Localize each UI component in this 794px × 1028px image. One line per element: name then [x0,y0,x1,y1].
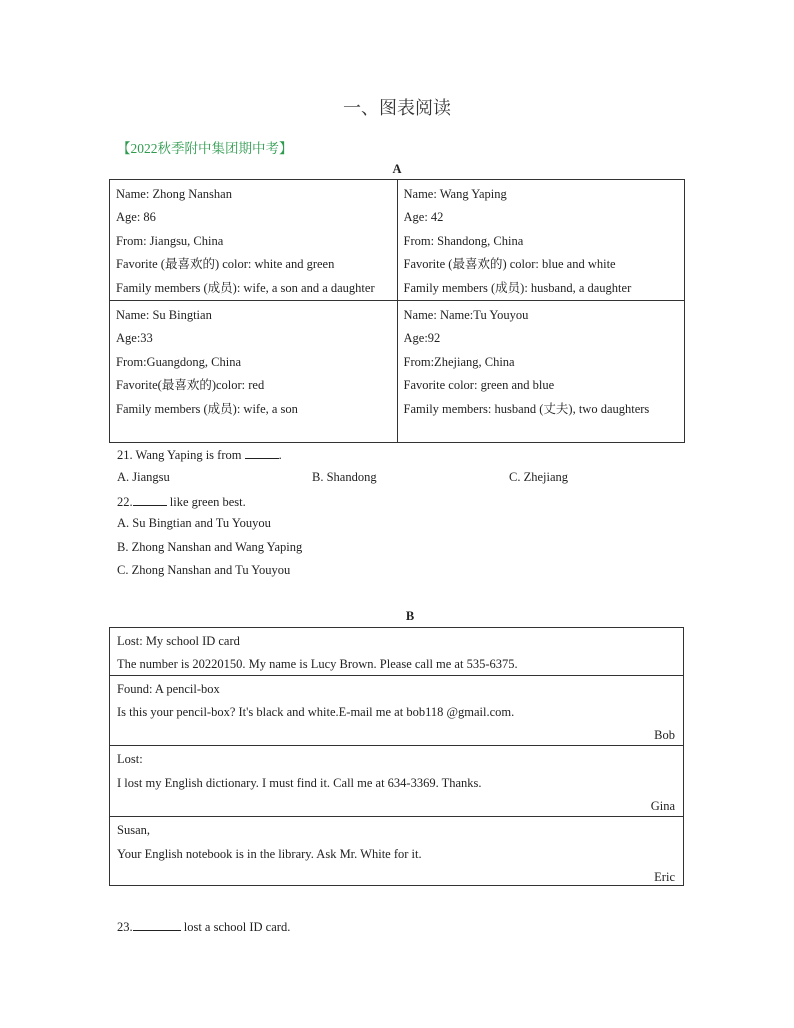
question-23 [117,918,290,935]
option-21-a[interactable]: A. Jiangsu [117,470,170,484]
info-cell-wang-yaping [397,180,685,301]
page-title: 一、图表阅读 [343,98,451,118]
question-suffix: like green best. [169,495,246,509]
notice-body: Your English notebook is in the library. Ask Mr. White for it. [117,847,422,861]
cell-line: Name: Su Bingtian [116,307,212,322]
info-table [109,179,685,443]
notice-signature: Gina [650,799,675,813]
question-21 [117,446,282,463]
question-suffix: . [278,448,282,462]
notice-heading: Lost: My school ID card [117,634,240,648]
notice-heading: Susan, [117,823,150,837]
cell-line: Favorite(最喜欢的)color: red [116,378,265,393]
cell-line: Family members (成员): wife, a son and a daughter [116,280,375,295]
cell-line: Favorite (最喜欢的) color: blue and white [403,257,616,272]
option-22-a[interactable]: A. Su Bingtian and Tu Youyou [117,516,271,530]
question-suffix: lost a school ID card. [183,920,291,934]
cell-line: Family members (成员): husband, a daughter [403,280,632,295]
info-cell-tu-youyou [397,300,685,442]
answer-blank[interactable] [133,493,167,506]
option-21-b[interactable]: B. Shandong [312,470,377,484]
notice-lost-id-card [110,628,683,675]
cell-line: Age:92 [403,331,441,346]
question-22 [117,493,246,510]
notice-board [109,627,684,886]
section-b-label: B [405,609,415,623]
cell-line: Family members (成员): wife, a son [116,401,298,416]
question-text: 21. Wang Yaping is from [117,448,242,462]
cell-line: From: Shandong, China [403,233,524,248]
cell-line: From:Guangdong, China [116,354,241,369]
info-cell-zhong-nanshan [110,180,398,301]
notice-signature: Bob [654,728,675,742]
notice-heading: Lost: [117,752,143,766]
cell-line: Family members: husband (丈夫), two daughters [403,401,650,416]
cell-line: Favorite (最喜欢的) color: white and green [116,257,335,272]
answer-blank[interactable] [133,918,181,931]
cell-line: Name: Zhong Nanshan [116,187,232,201]
cell-line: From:Zhejiang, China [403,354,515,369]
section-a-label: A [392,162,402,176]
notice-signature: Eric [654,870,675,884]
notice-heading: Found: A pencil-box [117,682,220,696]
cell-line: Age: 42 [403,210,444,225]
notice-found-pencil-box [110,675,683,746]
cell-line: From: Jiangsu, China [116,233,224,248]
notice-body: Is this your pencil-box? It's black and white.E-mail me at bob118 @gmail.com. [117,705,515,719]
option-22-c[interactable]: C. Zhong Nanshan and Tu Youyou [117,563,291,577]
cell-line: Name: Name:Tu Youyou [403,307,529,322]
cell-line: Name: Wang Yaping [403,187,507,201]
info-cell-su-bingtian [110,300,398,442]
notice-lost-dictionary [110,745,683,817]
cell-line: Age: 86 [116,210,156,225]
answer-blank[interactable] [245,446,279,459]
option-22-b[interactable]: B. Zhong Nanshan and Wang Yaping [117,540,303,554]
source-tag: 【2022秋季附中集团期中考】 [117,141,293,156]
notice-body: The number is 20220150. My name is Lucy Brown. Please call me at 535-6375. [117,657,518,671]
question-text: 22. [117,495,133,509]
question-text: 23. [117,920,133,934]
cell-line: Favorite color: green and blue [403,378,555,393]
option-21-c[interactable]: C. Zhejiang [509,470,569,484]
notice-body: I lost my English dictionary. I must find it. Call me at 634-3369. Thanks. [117,776,482,790]
notice-notebook-message [110,816,683,886]
cell-line: Age:33 [116,331,153,346]
